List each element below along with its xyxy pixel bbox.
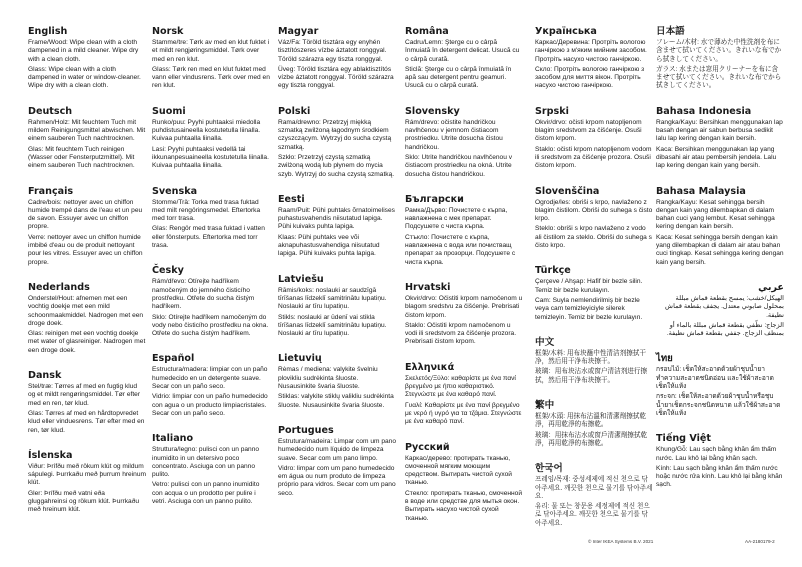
glass-care-text: Vidro: limpar com um pano humedecido em água ou num produto de limpeza próprio para vidros. Secar com um pano seco. [278,464,396,497]
copyright-text: © Inter IKEA Systems B.V. 2021 [588,539,654,544]
language-section [28,370,146,435]
language-heading: Bahasa Malaysia [656,185,746,197]
language-section [535,400,653,448]
glass-care-text: Vetro: pulisci con un panno inumidito con acqua o un prodotto per pulire i vetri. Asciuga con un panno pulito. [152,481,260,505]
language-section [152,265,270,338]
language-heading: Українська [535,26,597,37]
glass-care-text: Sticlă: Şterge cu o cârpă înmuiată în apă sau detergent pentru geamuri. Usucă cu o cârpă curată. [405,65,512,90]
language-section [535,26,653,91]
language-heading: Русский [405,441,450,453]
glass-care-text: Verre: nettoyer avec un chiffon humide imbibé d'eau ou de produit nettoyant pour les vitres. Essuyer avec un chiffon propre. [28,233,143,266]
language-heading: Español [152,353,195,365]
language-section [278,274,396,339]
language-section [152,106,270,171]
language-heading: Srpski [535,105,569,117]
language-section [28,450,146,515]
language-heading: Magyar [278,26,319,37]
language-section [535,186,653,251]
language-section [656,433,784,489]
glass-care-text: Glass: Tørk ren med en klut fuktet med vann eller vindusrens. Tørk over med en ren klut. [152,65,270,90]
language-section [656,186,784,267]
glass-care-text: Steklo: obriši s krpo navlaženo z vodo ali čistilom za steklo. Obriši do suhega s čisto krpo. [535,225,652,250]
glass-care-text: 玻璃：用抹布沾水或窗戶清潔劑擦拭乾淨，再用乾淨的布擦乾。 [535,431,648,447]
language-section [152,186,270,251]
language-heading: 繁中 [535,400,555,412]
frame-care-text: Stel/træ: Tørres af med en fugtig klud og et mildt rengøringsmiddel. Tør efter med en ren, tør klud. [28,383,141,407]
glass-care-text: Kaca: Kesat sehingga bersih dengan kain yang dilembapkan di dalam air atau bahan cuci tingkap. Kesat sehingga kering dengan kain yang bersih. [656,233,784,266]
language-section [656,282,784,338]
frame-care-text: Rám/drevo: očistite handričkou navlhčenou v jemnom čistiacom prostriedku. Utrite dosucha čistou handričkou. [405,118,503,151]
frame-care-text: Raam/Puit: Pühi puhtaks õrnatoimelises puhastusvahendis niisutatud lapiga. Pühi kuivaks puhta lapiga. [278,206,395,231]
frame-care-text: Rangka/Kayu: Kesat sehingga bersih dengan kain yang dilembapkan di dalam bahan cuci yang lembut. Kesat sehingga kering dengan kain bersih. [656,198,775,231]
language-section [535,106,653,171]
document-code: AA-2180179-2 [745,539,775,544]
glass-care-text: Lasi: Pyyhi puhtaaksi vedellä tai ikkunanpesuaineella kostutetulla liinalla. Kuivaa puhtaalla liinalla. [152,145,269,170]
glass-care-text: ガラス: 水または窓用クリーナーを布に含ませて拭いてください。きれいな布でから拭きしてください。 [656,65,782,90]
language-section [405,26,523,91]
language-section [656,106,784,171]
language-heading: Svenska [152,185,198,197]
frame-care-text: Estructura/madera: limpiar con un paño humedecido en un detergente suave. Secar con un paño seco. [152,366,268,391]
glass-care-text: Glas: Rengör med trasa fuktad i vatten eller fönsterputs. Eftertorka med torr trasa. [152,225,265,250]
frame-care-text: Okvir/drvo: Očistiti krpom namočenom u blagom sredstvu za čišćenje. Prebrisati čistom krpom. [405,294,523,319]
frame-care-text: Váz/Fa: Töröld tisztára egy enyhén tisztítószeres vízbe áztatott ronggyal. Töröld szárazra egy tiszta ronggyal. [278,39,387,63]
column [152,26,270,521]
frame-care-text: Рамка/Дърво: Почистете с кърпа, навлажнена с мек препарат. Подсушете с чиста кърпа. [405,206,508,231]
language-section [28,186,146,267]
glass-care-text: Скло: Протріть вологою ганчіркою з засобом для миття вікон. Протріть насухо чистою ганчіркою. [535,65,645,90]
language-section [405,282,523,347]
frame-care-text: Viður: Þrífðu með rökum klút og mildum sápulegi. Þurrkaðu með þurrum hreinum klút. [28,462,147,487]
language-heading: Български [405,193,464,205]
glass-care-text: Klaas: Pühi puhtaks vee või aknapuhastusvahendiga niisutatud lapiga. Pühi kuivaks puhta lapiga. [278,233,380,258]
language-heading: Lietuvių [278,353,322,365]
column [656,26,784,505]
glass-care-text: Стекло: протирать тканью, смоченной в воде или средстве для мытья окон. Вытирать насухо чистой сухой тканью. [405,489,523,522]
language-section [278,425,396,498]
frame-care-text: Khung/Gỗ: Lau sạch bằng khăn ẩm thấm nước. Lau khô lại bằng khăn sạch. [656,446,777,462]
language-section [28,106,146,171]
frame-care-text: Rám/dřevo: Otírejte hadříkem namočeným do jemného čisticího prostředku. Otřete do sucha čistým hadříkem. [152,278,255,311]
frame-care-text: Rāmis/koks: noslauki ar saudzīgā tīrīšanas līdzeklī samitrinātu lupatiņu. Noslauki ar tīru lupatiņu. [278,286,387,311]
frame-care-text: 框架/木頭: 用抹布沾溫和清潔劑擦拭乾淨，再用乾淨的布擦乾。 [535,413,646,429]
frame-care-text: Cadru/Lemn: Şterge cu o cârpă înmuiată în detergent delicat. Usucă cu o cârpă curată. [405,39,520,63]
language-heading: عربي [758,281,784,293]
frame-care-text: Stamme/tre: Tørk av med en klut fuktet i et mildt rengjøringsmiddel. Tørk over med en ren klut. [152,39,270,63]
frame-care-text: 框架/木料: 用布块蘸中性清洁剂擦拭干净，然后用干净布块擦干。 [535,349,646,366]
language-heading: Româna [405,26,449,37]
frame-care-text: Σκελετός/Ξύλο: καθαρίστε με ένα πανί βρεγμένο με ήπιο καθαριστικό. Στεγνώστε με ένα καθαρό πανί. [405,374,516,399]
language-section [278,194,396,259]
language-heading: Deutsch [28,105,73,117]
frame-care-text: フレーム/木材: 水で薄めた中性洗剤を布に含ませて拭いてください。きれいな布でから拭きしてください。 [656,39,782,63]
language-heading: 한국어 [535,463,563,475]
language-section [152,353,270,418]
glass-care-text: Staklo: očisti krpom natopljenom vodom ili sredstvom za čišćenje prozora. Osuši čistom krpom. [535,145,652,170]
language-heading: Portugues [278,424,334,436]
frame-care-text: Ogrodje/les: obriši s krpo, navlaženo z blagim čistilom. Obriši do suhega s čisto krpo. [535,198,653,223]
language-heading: Slovensky [405,105,460,117]
language-heading: Nederlands [28,281,90,293]
frame-care-text: Estrutura/madeira: Limpar com um pano humedecido num líquido de limpeza suave. Secar com um pano limpo. [278,437,397,462]
language-section [405,362,523,427]
language-heading: Suomi [152,105,186,117]
language-heading: Türkçe [535,265,571,277]
column [405,26,523,538]
glass-care-text: Kính: Lau sạch bằng khăn ẩm thấm nước hoặc nước rửa kính. Lau khô lại bằng khăn sạch. [656,464,783,489]
glass-care-text: Glas: Mit feuchtem Tuch reinigen (Wasser oder Fensterputzmittel). Mit einem sauberen Tuch nachtrocknen. [28,145,135,170]
language-heading: Latviešu [278,273,324,285]
frame-care-text: Struttura/legno: pulisci con un panno inumidito in un detersivo poco concentrato. Asciuga con un panno pulito. [152,446,260,479]
language-section [535,265,653,321]
glass-care-text: Γυαλί: Καθαρίστε με ένα πανί βρεγμένο με νερό ή υγρό για τα τζάμια. Στεγνώστε με ένα καθαρό πανί. [405,401,522,426]
glass-care-text: Glas: Tørres af med en hårdtopvredet klud eller vinduesrens. Tør efter med en ren, tør klud. [28,409,145,434]
language-heading: Tiếng Việt [656,433,712,445]
language-section [656,26,784,91]
language-section [152,433,270,506]
glass-care-text: Vidrio: limpiar con un paño humedecido con agua o un producto limpiacristales. Secar con un paño seco. [152,393,268,417]
language-heading: Slovenščina [535,185,600,197]
glass-care-text: Gler: Þrífðu með vatni eða gluggahreinsi og rökum klút. Þurrkaðu með hreinum klút. [28,489,140,514]
language-section [278,106,396,179]
language-heading: Ελληνικά [405,361,455,373]
frame-care-text: Onderstel/Hout: afnemen met een vochtig doekje met een mild schoonmaakmiddel. Nadrogen met een droge doek. [28,294,144,327]
language-section [28,282,146,355]
frame-care-text: Каркас/Деревина: Протріть вологою ганчіркою з м'яким мийним засобом. Протріть насухо чистою ганчіркою. [535,39,647,63]
language-section [278,26,396,91]
frame-care-text: Rangka/Kayu: Bersihkan menggunakan lap basah dengan air sabun berbusa sedikit lalu lap kering dengan kain bersih. [656,118,783,143]
glass-care-text: Sklo: Utrite handričkou navlhčenou v čistiacom prostriedku na okná. Utrite dosucha čistou handričkou. [405,153,513,178]
frame-care-text: Rama/drewno: Przetrzyj miękką szmatką zwilżoną łagodnym środkiem czyszczącym. Wytrzyj do sucha czystą szmatką. [278,118,392,151]
glass-care-text: 玻璃：用布块沾水或窗户清洁剂进行擦拭，然后用干净布块擦干。 [535,368,648,384]
glass-care-text: Staklo: Očistiti krpom namočenom u vodi ili sredstvom za čišćenje prozora. Prebrisati čistom krpom. [405,321,517,346]
language-heading: Italiano [152,433,194,445]
language-section [405,442,523,523]
frame-care-text: Okvir/drvo: očisti krpom natopljenom blagim sredstvom za čišćenje. Osuši čistom krpom. [535,118,642,143]
glass-care-text: Kaca: Bersihkan menggunakan lap yang dibasahi air atau pembersih jendela. Lalu lap kering dengan kain yang bersih. [656,145,777,170]
glass-care-text: Glass: Wipe clean with a cloth dampened in water or window-cleaner. Wipe dry with a clean cloth. [28,65,141,90]
language-heading: Français [28,185,74,197]
language-section [535,463,653,528]
language-heading: ไทย [656,353,673,365]
language-heading: Dansk [28,370,62,382]
frame-care-text: Cadre/bois: nettoyer avec un chiffon humide trempé dans de l'eau et un peu de savon. Essuyer avec un chiffon propre. [28,198,143,231]
glass-care-text: กระจก: เช็ดให้สะอาดด้วยผ้าชุบน้ำหรือชุบน้ำยาเช็ดกระจกชนิดหนาด แล้วใช้ผ้าสะอาดเช็ดให้แห้ง [656,393,781,417]
language-section [405,194,523,267]
language-section [278,353,396,409]
language-heading: Bahasa Indonesia [656,105,752,117]
glass-care-text: Glas: reinigen met een vochtig doekje met water of glasreiniger. Nadrogen met een droge doek. [28,330,146,354]
language-heading: 中文 [535,336,555,348]
frame-care-text: Rahmen/Holz: Mit feuchtem Tuch mit mildem Reinigungsmittel abwischen. Mit einem sauberen Tuch nachtrocknen. [28,118,146,143]
frame-care-text: Çerçeve / Ahşap: Hafif bir bezle silin. Temiz bir bezle kurulayın. [535,278,643,294]
glass-care-text: 유리: 물 또는 창문용 세정제에 적신 천으로 닦아주세요. 깨끗한 천으로 물기를 닦아주세요. [535,503,650,527]
glass-care-text: Sklo: Otírejte hadříkem namočeným do vody nebo čisticího prostředku na okna. Otřete do sucha čistým hadříkem. [152,313,269,338]
glass-care-text: Szkło: Przetrzyj czystą szmatką zwilżoną wodą lub płynem do mycia szyb. Wytrzyj do sucha czystą szmatką. [278,153,395,178]
column [278,26,396,513]
language-heading: Polski [278,105,311,117]
frame-care-text: Каркас/дерево: протирать тканью, смоченной мягким моющим средством. Вытирать чистой сухой тканью. [405,454,512,487]
glass-care-text: Стъкло: Почистете с кърпа, навлажнена с вода или почистващ препарат за прозорци. Подсушете с чиста кърпа. [405,233,516,266]
language-section [535,337,653,385]
language-heading: Česky [152,265,184,277]
language-heading: Hrvatski [405,281,451,293]
frame-care-text: Runko/puu: Pyyhi puhtaaksi miedolla puhdistusaineella kostutetulla liinalla. Kuivaa puhtaalla liinalla. [152,118,261,143]
language-heading: English [28,26,68,37]
frame-care-text: الهيكل/خشب: يمسح بقطعة قماش مبللة بمحلول صابوني معتدل. يجفف بقطعة قماش نظيفة. [665,294,784,319]
language-section [152,26,270,91]
frame-care-text: Frame/Wood: Wipe clean with a cloth dampened in a mild cleaner. Wipe dry with a clean cloth. [28,39,139,63]
column [535,26,653,543]
language-heading: 日本語 [656,26,685,37]
glass-care-text: Stiklas: valykite stiklų valikliu sudrėkinta šluoste. Nusausinkite švaria šluoste. [278,393,394,409]
frame-care-text: Rėmas / mediena: valykite švelniu plovikliu sudrėkinta šluoste. Nusausinkite švaria šluoste. [278,366,378,391]
frame-care-text: กรอบไม้: เช็ดให้สะอาดด้วยผ้าชุบน้ำยาทำความสะอาดชนิดอ่อน และใช้ผ้าสะอาดเช็ดให้แห้ง [656,366,774,391]
language-heading: Íslenska [28,449,73,461]
frame-care-text: 프레임/목재: 중성세제에 적신 천으로 닦아주세요. 깨끗한 천으로 물기를 닦아주세요. [535,476,653,500]
language-section [28,26,146,91]
language-section [656,353,784,418]
glass-care-text: الزجاج: نظّفي بقطعة قماش مبللة بالماء أو بمنظف الزجاج. جففي بقطعة قماش نظيفة. [666,321,784,338]
glass-care-text: Stikls: noslauki ar ūdenī vai stikla tīrīšanas līdzeklī samitrinātu lupatiņu. Noslauki ar tīru lupatiņu. [278,313,387,338]
language-heading: Norsk [152,26,184,37]
language-section [405,106,523,179]
glass-care-text: Üveg: Töröld tisztára egy ablaktisztítós vízbe áztatott ronggyal. Töröld szárazra egy tiszta ronggyal. [278,65,394,90]
language-heading: Eesti [278,193,305,205]
column [28,26,146,530]
frame-care-text: Stomme/Trä: Torka med trasa fuktad med milt rengöringsmedel. Eftertorka med torr trasa. [152,198,261,223]
glass-care-text: Cam: Suyla nemlendirilmiş bir bezle veya cam temizleyiciyle silerek temizleyin. Temiz bir bezle kurulayın. [535,296,643,321]
